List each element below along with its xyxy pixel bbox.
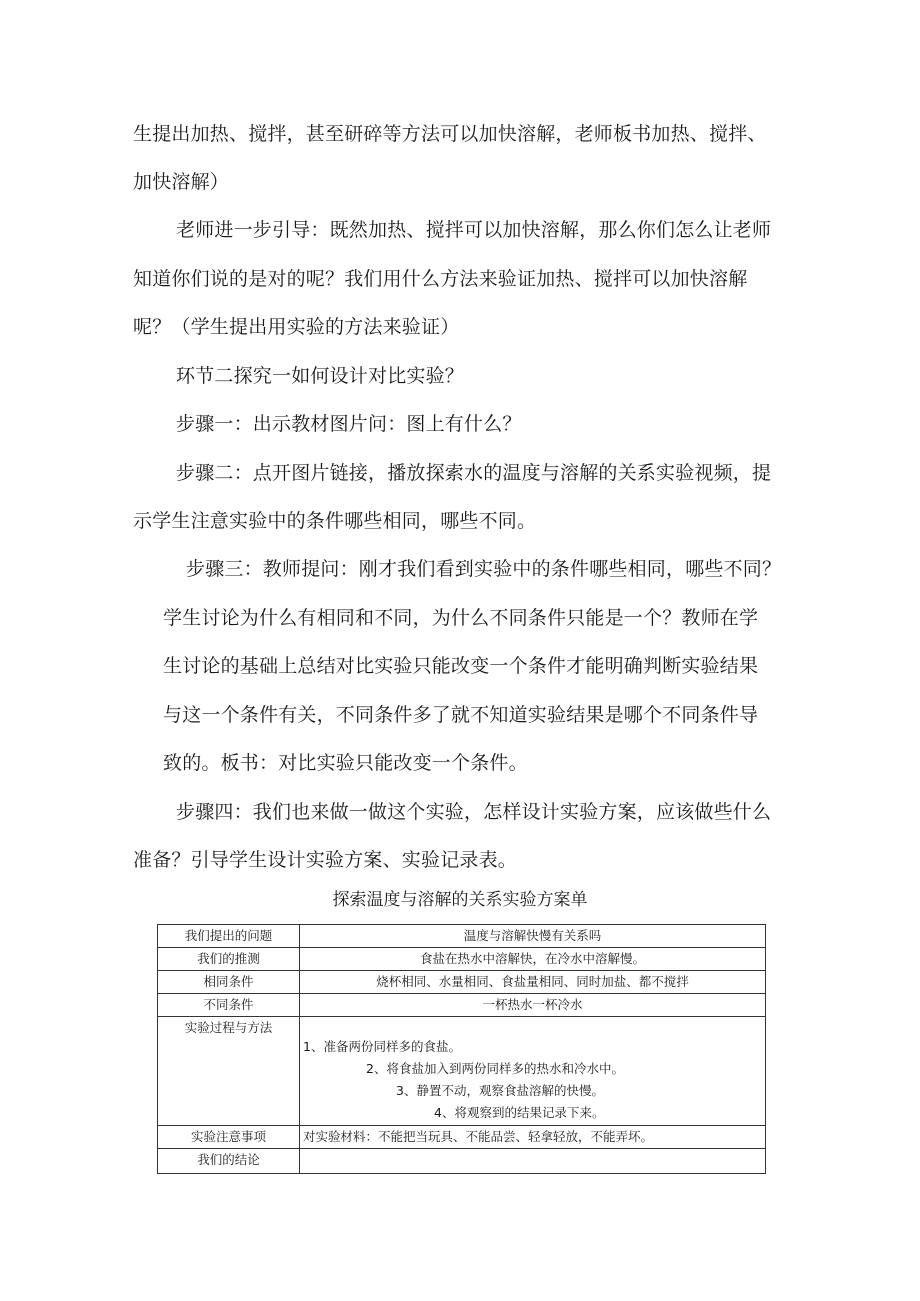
row-value: 温度与溶解快慢有关系吗: [300, 925, 766, 948]
row-value: 一杯热水一杯冷水: [300, 994, 766, 1017]
paragraph-line: 示学生注意实验中的条件哪些相同，哪些不同。: [133, 510, 537, 532]
row-label: 相同条件: [158, 971, 300, 994]
row-value: [300, 1149, 766, 1174]
row-value: 烧杯相同、水量相同、食盐量相同、同时加盐、都不搅拌: [300, 971, 766, 994]
table-row: [158, 1126, 766, 1149]
row-label: 我们提出的问题: [158, 925, 300, 948]
paragraph-line: 致的。板书：对比实验只能改变一个条件。: [163, 752, 528, 774]
procedure-step: 2、将食盐加入到两份同样多的热水和冷水中。: [366, 1061, 624, 1076]
procedure-steps: [300, 1017, 766, 1126]
row-label: 实验注意事项: [158, 1126, 300, 1149]
paragraph-line: 生提出加热、搅拌，甚至研碎等方法可以加快溶解，老师板书加热、搅拌、: [133, 123, 767, 145]
row-value: 对实验材料：不能把当玩具、不能品尝、轻拿轻放，不能弄坏。: [300, 1126, 766, 1149]
procedure-step: 3、静置不动，观察食盐溶解的快慢。: [396, 1083, 604, 1098]
paragraph-line: 加快溶解）: [133, 171, 230, 193]
row-label: 我们的结论: [158, 1149, 300, 1174]
section-heading: 环节二探究一如何设计对比实验？: [176, 365, 465, 387]
paragraph-line: 与这一个条件有关，不同条件多了就不知道实验结果是哪个不同条件导: [163, 704, 759, 726]
row-label: 实验过程与方法: [158, 1017, 300, 1126]
table-row: [158, 1149, 766, 1174]
table-row: [158, 994, 766, 1017]
table-row: [158, 925, 766, 948]
experiment-plan-table: [157, 924, 766, 1174]
paragraph-line: 生讨论的基础上总结对比实验只能改变一个条件才能明确判断实验结果: [163, 655, 759, 677]
table-row: [158, 948, 766, 971]
step-one: 步骤一：出示教材图片问：图上有什么？: [176, 413, 522, 435]
paragraph-line: 学生讨论为什么有相同和不同，为什么不同条件只能是一个？教师在学: [163, 607, 759, 629]
procedure-step: 4、将观察到的结果记录下来。: [434, 1105, 605, 1120]
table-row: [158, 1017, 766, 1126]
paragraph-line: 准备？引导学生设计实验方案、实验记录表。: [133, 849, 518, 871]
paragraph-line: 老师进一步引导：既然加热、搅拌可以加快溶解，那么你们怎么让老师: [176, 219, 772, 241]
step-three: 步骤三：教师提问：刚才我们看到实验中的条件哪些相同，哪些不同？: [186, 558, 782, 580]
row-value: 食盐在热水中溶解快，在冷水中溶解慢。: [300, 948, 766, 971]
paragraph-line: 知道你们说的是对的呢？我们用什么方法来验证加热、搅拌可以加快溶解: [133, 268, 748, 290]
step-two: 步骤二：点开图片链接，播放探索水的温度与溶解的关系实验视频，提: [176, 462, 772, 484]
table-title: 探索温度与溶解的关系实验方案单: [332, 890, 588, 910]
row-label: 不同条件: [158, 994, 300, 1017]
table-row: [158, 971, 766, 994]
row-label: 我们的推测: [158, 948, 300, 971]
step-four: 步骤四：我们也来做一做这个实验，怎样设计实验方案，应该做些什么: [176, 801, 772, 823]
procedure-step: 1、准备两份同样多的食盐。: [303, 1039, 461, 1054]
paragraph-line: 呢？（学生提出用实验的方法来验证）: [133, 316, 460, 338]
